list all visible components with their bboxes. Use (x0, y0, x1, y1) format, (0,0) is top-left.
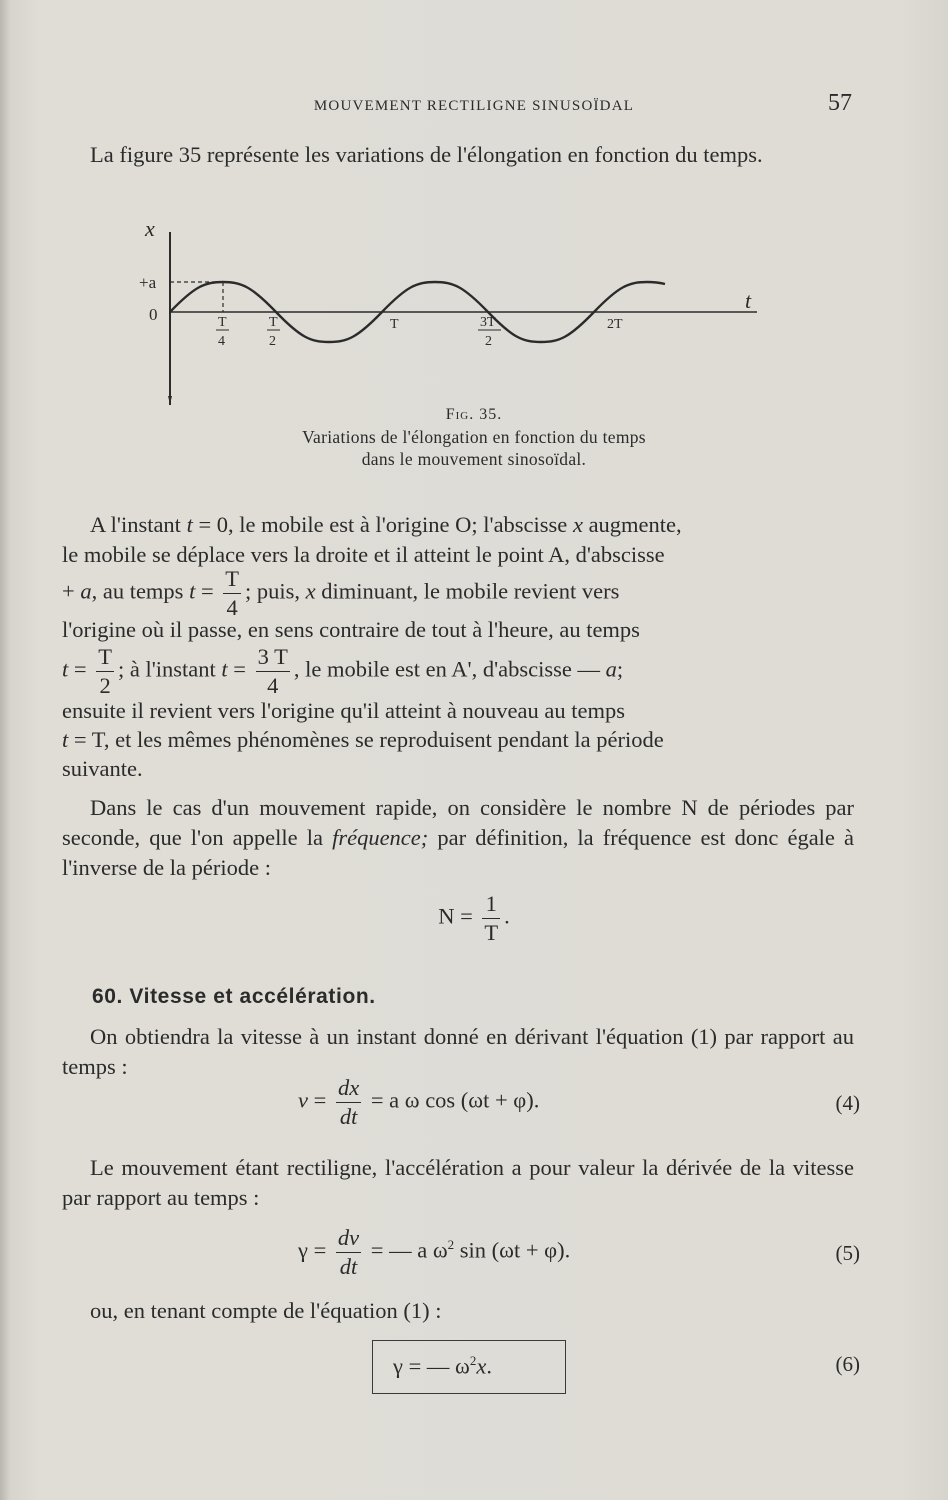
page-number: 57 (828, 90, 852, 116)
section-heading: 60. Vitesse et accélération. (92, 985, 376, 1008)
figure-caption (0, 404, 948, 470)
p1-line-5: t = $\frac{T}{2}$ ; à l'instant t = $\frac{3 T}{4}$ , le mobile est en A', d'abscisse — a; (62, 644, 624, 698)
figure-caption-line-2: dans le mouvement sinosoïdal. (361, 449, 587, 469)
frequency-paragraph: Dans le cas d'un mouvement rapide, on considère le nombre N de périodes par seconde, que l'on appelle la fréquence; par définition, la fréquence est donc égale à l'inverse de la période : (62, 795, 854, 880)
running-title: MOUVEMENT RECTILIGNE SINUSOÏDAL (313, 98, 635, 114)
tick-t-half-num: T (269, 315, 278, 330)
p1-line-8: suivante. (62, 756, 143, 781)
fraction-1-over-t: $\frac{1}{T}$ (484, 891, 499, 945)
plus-a-label: +a (139, 273, 157, 292)
tick-t-quarter-num: T (218, 315, 227, 330)
p1-line-2: le mobile se déplace vers la droite et il atteint le point A, d'abscisse (62, 542, 665, 567)
figure-35-sine-graph (125, 220, 785, 420)
equation-6-number: (6) (835, 1352, 860, 1376)
fraction-3t-over-4: $\frac{3 T}{4}$ (257, 644, 288, 698)
equation-4-number: (4) (835, 1091, 860, 1115)
tick-t-half-den: 2 (269, 334, 276, 349)
tick-t-two: 2T (607, 317, 623, 332)
zero-label: 0 (149, 305, 158, 324)
equation-5-number: (5) (835, 1241, 860, 1265)
equation-1-reference-line: ou, en tenant compte de l'équation (1) : (90, 1298, 442, 1323)
p1-line-3: + a, au temps t = $\frac{T}{4}$ ; puis, x diminuant, le mobile revient vers (62, 566, 620, 620)
p1-line-6: ensuite il revient vers l'origine qu'il atteint à nouveau au temps (62, 698, 625, 723)
acceleration-paragraph: Le mouvement étant rectiligne, l'accélération a pour valeur la dérivée de la vitesse par rapport au temps : (62, 1155, 854, 1210)
tick-t-three-half-den: 2 (485, 334, 492, 349)
intro-paragraph: La figure 35 représente les variations de l'élongation en fonction du temps. (90, 142, 763, 167)
p1-line-7: t = T, et les mêmes phénomènes se reproduisent pendant la période (62, 727, 664, 752)
figure-caption-line-1: Variations de l'élongation en fonction du temps (302, 427, 646, 447)
fraction-dx-dt: $\frac{dx}{dt}$ (337, 1075, 360, 1129)
axis-end-mark (168, 396, 172, 404)
fraction-dv-dt: $\frac{dv}{dt}$ (337, 1225, 360, 1279)
equation-5: γ = $\frac{dv}{dt}$ = — a $\omega^2$ sin (ωt + φ). (298, 1225, 571, 1279)
term-frequence: fréquence; (332, 825, 429, 850)
p1-line-1: A l'instant t = 0, le mobile est à l'origine O; l'abscisse x augmente, (90, 512, 682, 537)
y-axis-label: x (145, 220, 155, 241)
tick-t-quarter-den: 4 (218, 334, 225, 349)
p1-line-4: l'origine où il passe, en sens contraire de tout à l'heure, au temps (62, 617, 640, 642)
tick-t-full: T (390, 317, 399, 332)
t-axis-label: t (745, 288, 752, 313)
equation-6: γ = — $\omega^2x$. (393, 1353, 492, 1379)
boxed-equation-6 (372, 1340, 566, 1394)
fraction-t-over-4: $\frac{T}{4}$ (225, 566, 240, 620)
fraction-t-over-2: $\frac{T}{2}$ (98, 644, 112, 698)
velocity-paragraph: On obtiendra la vitesse à un instant donné en dérivant l'équation (1) par rapport au temps : (62, 1024, 854, 1079)
figure-number: Fig. 35. (445, 406, 503, 423)
frequency-equation: N = $\frac{1}{T}$ . (438, 891, 510, 945)
page-edge-shadow (0, 0, 10, 1500)
tick-t-three-half-num: 3T (480, 315, 496, 330)
page-header (0, 90, 948, 120)
equation-4: v = $\frac{dx}{dt}$ = a ω cos (ωt + φ). (298, 1075, 540, 1129)
